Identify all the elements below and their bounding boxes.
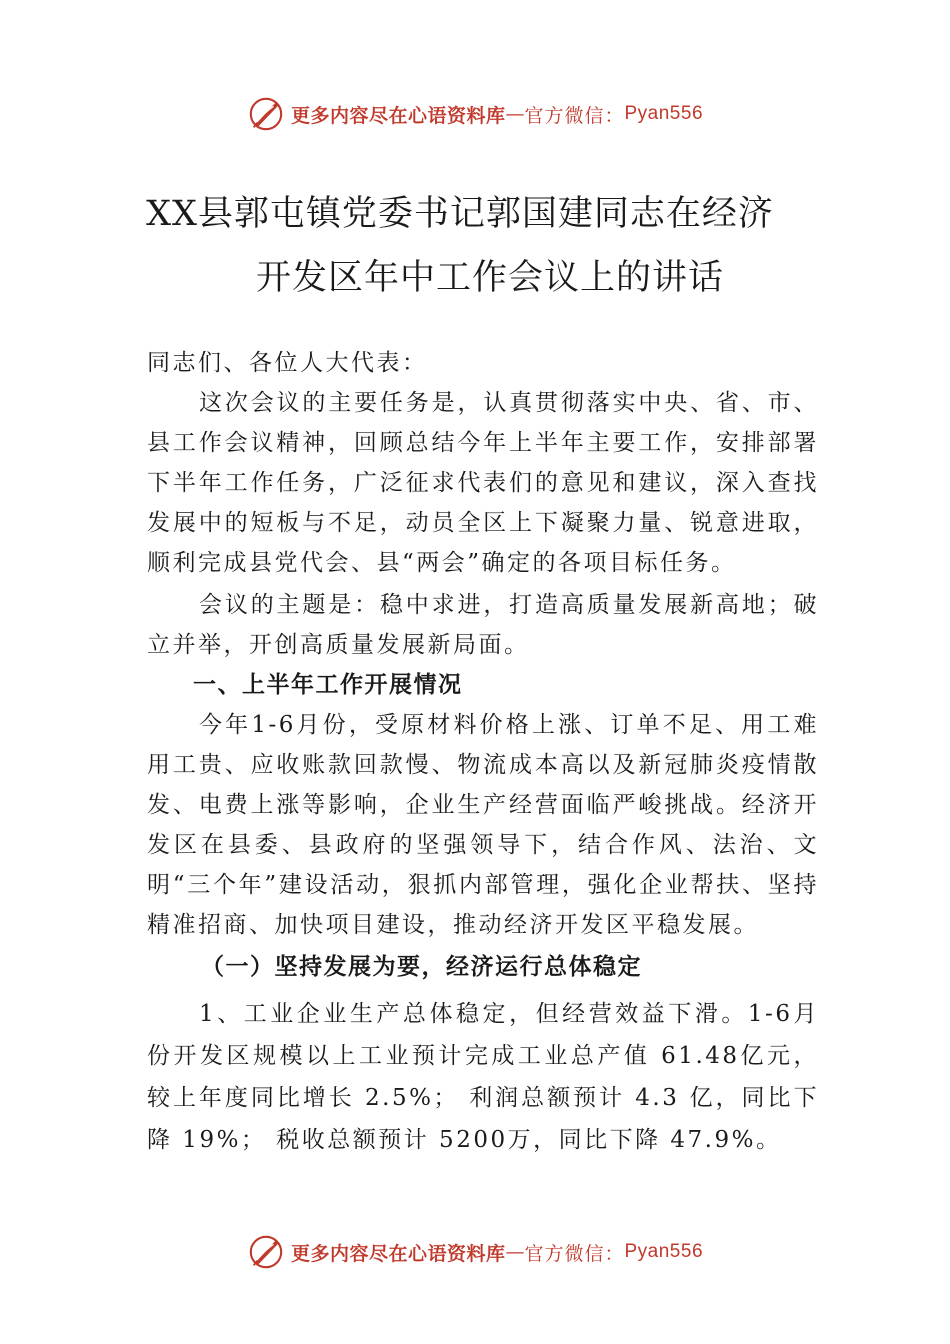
document-title-line-1: XX县郭屯镇党委书记郭国建同志在经济 [146,194,774,234]
banner-wechat-label: 官方微信： [524,104,625,127]
banner-wechat-label: 官方微信： [524,1242,625,1265]
paragraph-4: 1、工业企业生产总体稳定，但经营效益下滑。1-6月份开发区规模以上工业预计完成工业总产值 61.48亿元，较上年度同比增长 2.5%； 利润总额预计 4.3 亿，同比下降 19%； 税收总额预计 5200万，同比下降 47.9%。 [147,1001,819,1153]
banner-separator: — [505,103,525,125]
banner-brand-text: 更多内容尽在心语资料库 [290,104,506,127]
salutation: 同志们、各位人大代表： [147,350,428,376]
banner-brand-text: 更多内容尽在心语资料库 [290,1242,506,1265]
document-title-line-2: 开发区年中工作会议上的讲话 [255,258,724,298]
banner-wechat-id: Pyan556 [624,103,704,124]
subsection-heading-1: （一）坚持发展为要，经济运行总体稳定 [201,954,642,980]
document-body [147,343,819,1161]
paragraph-2: 会议的主题是：稳中求进，打造高质量发展新高地；破立并举，开创高质量发展新局面。 [147,592,819,658]
section-heading-1: 一、上半年工作开展情况 [193,672,463,698]
banner-wechat-id: Pyan556 [624,1241,704,1262]
header-banner [0,94,950,134]
quill-pen-logo-icon [247,95,285,133]
paragraph-3: 今年1-6月份，受原材料价格上涨、订单不足、用工难用工贵、应收账款回款慢、物流成本高以及新冠肺炎疫情散发、电费上涨等影响，企业生产经营面临严峻挑战。经济开发区在县委、县政府的坚强领导下，结合作风、法治、文明“三个年”建设活动，狠抓内部管理，强化企业帮扶、坚持精准招商、加快项目建设，推动经济开发区平稳发展。 [147,712,819,938]
quill-pen-logo-icon [247,1233,285,1271]
paragraph-1: 这次会议的主要任务是，认真贯彻落实中央、省、市、县工作会议精神，回顾总结今年上半年主要工作，安排部署下半年工作任务，广泛征求代表们的意见和建议，深入查找发展中的短板与不足，动员全区上下凝聚力量、锐意进取，顺利完成县党代会、县“两会”确定的各项目标任务。 [147,390,819,576]
banner-separator: — [505,1241,525,1263]
footer-banner [0,1232,950,1272]
